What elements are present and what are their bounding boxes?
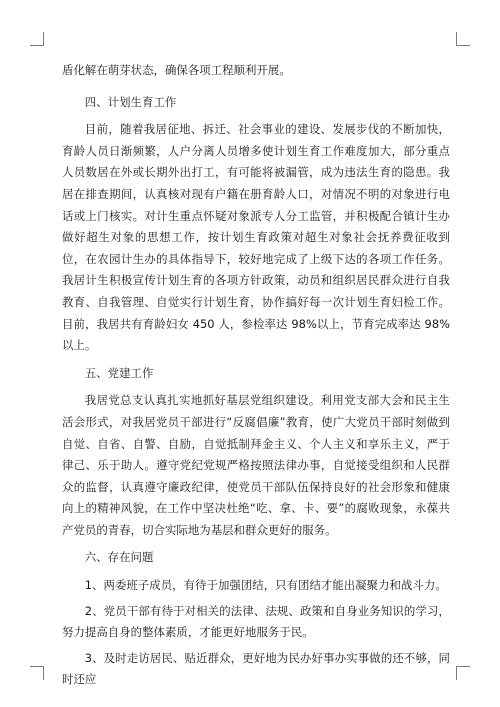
paragraph-party-building: 我居党总支认真扎实地抓好基层党组织建设。利用党支部大会和民主生活会形式，对我居党员干部进行“反腐倡廉”教育，使广大党员干部时刻做到自觉、自省、自警、自励，自觉抵制拜金主义、个人主义和享乐主义，严于律己、乐于助人。遵守党纪党规严格按照法律办事，自觉接受组织和人民群众的监督，认真遵守廉政纪律，使党员干部队伍保持良好的社会形象和健康向上的精神风貌，在工作中坚决杜绝“吃、拿、卡、要”的腐败现象，永葆共产党员的青春，切合实际地为基层和群众更好的服务。	[62, 393, 450, 537]
problem-item-1: 1、两委班子成员，有待于加强团结，只有团结才能出凝聚力和战斗力。	[84, 578, 447, 593]
crop-mark-bottom-right-h	[456, 666, 470, 667]
crop-mark-top-right-v	[456, 32, 457, 46]
crop-mark-bottom-left-h	[30, 666, 44, 667]
crop-mark-bottom-left-v	[43, 666, 44, 680]
problem-item-3: 3、及时走访居民、贴近群众，更好地为民办好事办实事做的还不够，同时还应	[62, 650, 450, 687]
section-heading-family-planning: 四、计划生育工作	[84, 94, 177, 109]
crop-mark-top-right-h	[456, 45, 470, 46]
section-heading-party-building: 五、党建工作	[84, 365, 154, 380]
problem-item-2: 2、党员干部有待于对相关的法律、法规、政策和自身业务知识的学习，努力提高自身的整体素质，才能更好地服务于民。	[62, 603, 450, 640]
document-body	[62, 60, 450, 695]
crop-mark-top-left-h	[30, 45, 44, 46]
crop-mark-bottom-right-v	[456, 666, 457, 680]
paragraph-family-planning: 目前，随着我居征地、拆迁、社会事业的建设、发展步伐的不断加快，育龄人员日渐频繁，人户分离人员增多使计划生育工作难度加大，部分重点人员数居在外或长期外出打工，有可能将被漏管，成为违法生育的隐患。我居在排查期间，认真核对现有户籍在册育龄人口，对情况不明的对象进行电话或上门核实。对计生重点怀疑对象派专人分工监管，并积极配合镇计生办做好超生对象的思想工作，按计划生育政策对超生对象社会抚养费征收到位，在农园计生办的具体指导下，较好地完成了上级下达的各项工作任务。我居计生积极宣传计划生育的各项方针政策，动员和组织居民群众进行自我教育、自我管理、自觉实行计划生育，协作搞好每一次计划生育妇检工作。目前，我居共有育龄妇女 450 人，参检率达 98%以上，节育完成率达 98%以上。	[62, 122, 450, 353]
paragraph-continuation: 盾化解在萌芽状态，确保各项工程顺利开展。	[62, 63, 291, 77]
section-heading-problems: 六、存在问题	[84, 550, 154, 565]
crop-mark-top-left-v	[43, 32, 44, 46]
